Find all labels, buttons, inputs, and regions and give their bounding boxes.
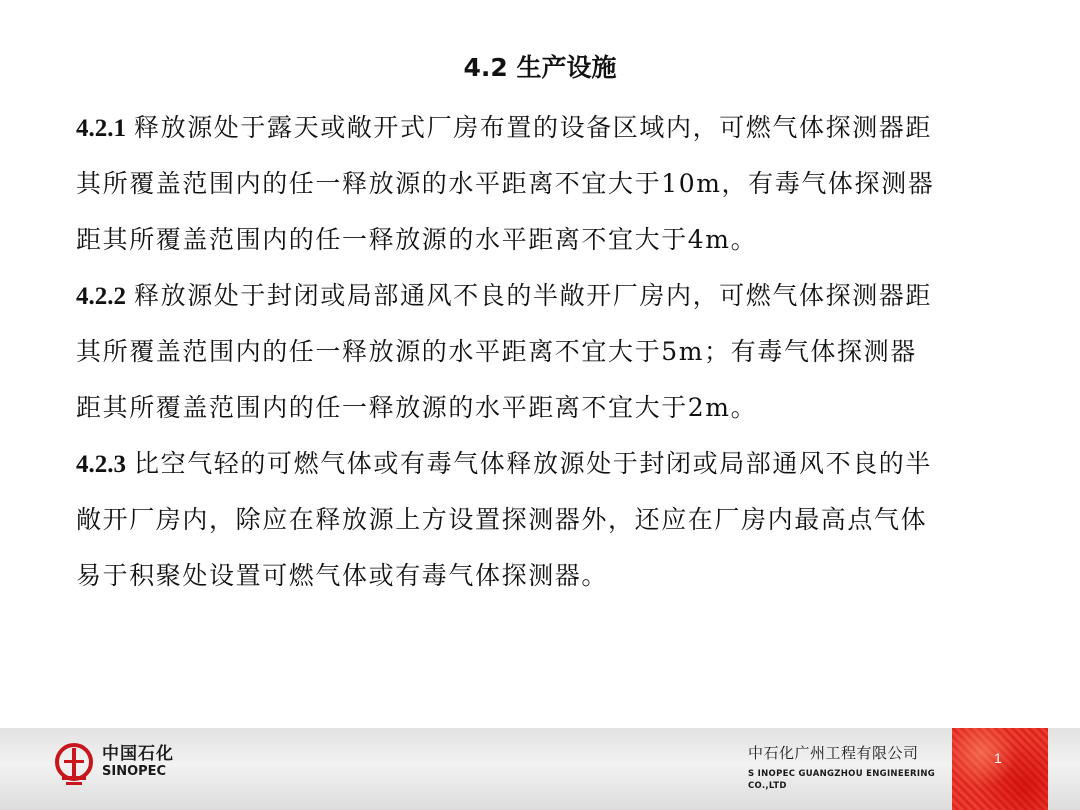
body-text <box>76 103 1042 607</box>
company-name-cn: 中石化广州工程有限公司 <box>748 744 919 762</box>
paragraph-line <box>76 439 1042 495</box>
clause-text: 释放源处于封闭或局部通风不良的半敞开厂房内，可燃气体探测器距 <box>134 281 933 310</box>
page-number: 1 <box>994 750 1002 766</box>
company-name <box>748 742 948 792</box>
paragraph-line: 敞开厂房内，除应在释放源上方设置探测器外，还应在厂房内最高点气体 <box>76 505 928 534</box>
paragraph-line <box>76 103 1042 159</box>
paragraph-line: 其所覆盖范围内的任一释放源的水平距离不宜大于5m；有毒气体探测器 <box>76 337 917 366</box>
sinopec-logo-icon <box>52 740 96 788</box>
clause-number: 4.2.1 <box>76 115 126 142</box>
clause-number: 4.2.3 <box>76 451 126 478</box>
accent-box <box>952 728 1048 810</box>
clause-text: 比空气轻的可燃气体或有毒气体释放源处于封闭或局部通风不良的半 <box>134 449 933 478</box>
clause-number: 4.2.2 <box>76 283 126 310</box>
brand-name-en: SINOPEC <box>102 764 167 779</box>
paragraph-line: 距其所覆盖范围内的任一释放源的水平距离不宜大于2m。 <box>76 393 758 422</box>
paragraph-line <box>76 271 1042 327</box>
clause-text: 释放源处于露天或敞开式厂房布置的设备区域内，可燃气体探测器距 <box>134 113 933 142</box>
paragraph-line: 距其所覆盖范围内的任一释放源的水平距离不宜大于4m。 <box>76 225 758 254</box>
page-title: 4.2 生产设施 <box>463 53 617 82</box>
company-name-en: S INOPEC GUANGZHOU ENGINEERING CO.,LTD <box>748 769 936 791</box>
brand <box>102 744 174 780</box>
footer <box>0 728 1080 810</box>
paragraph-line: 其所覆盖范围内的任一释放源的水平距离不宜大于10m，有毒气体探测器 <box>76 169 935 198</box>
paragraph-line: 易于积聚处设置可燃气体或有毒气体探测器。 <box>76 561 609 590</box>
brand-name-cn: 中国石化 <box>102 744 174 764</box>
